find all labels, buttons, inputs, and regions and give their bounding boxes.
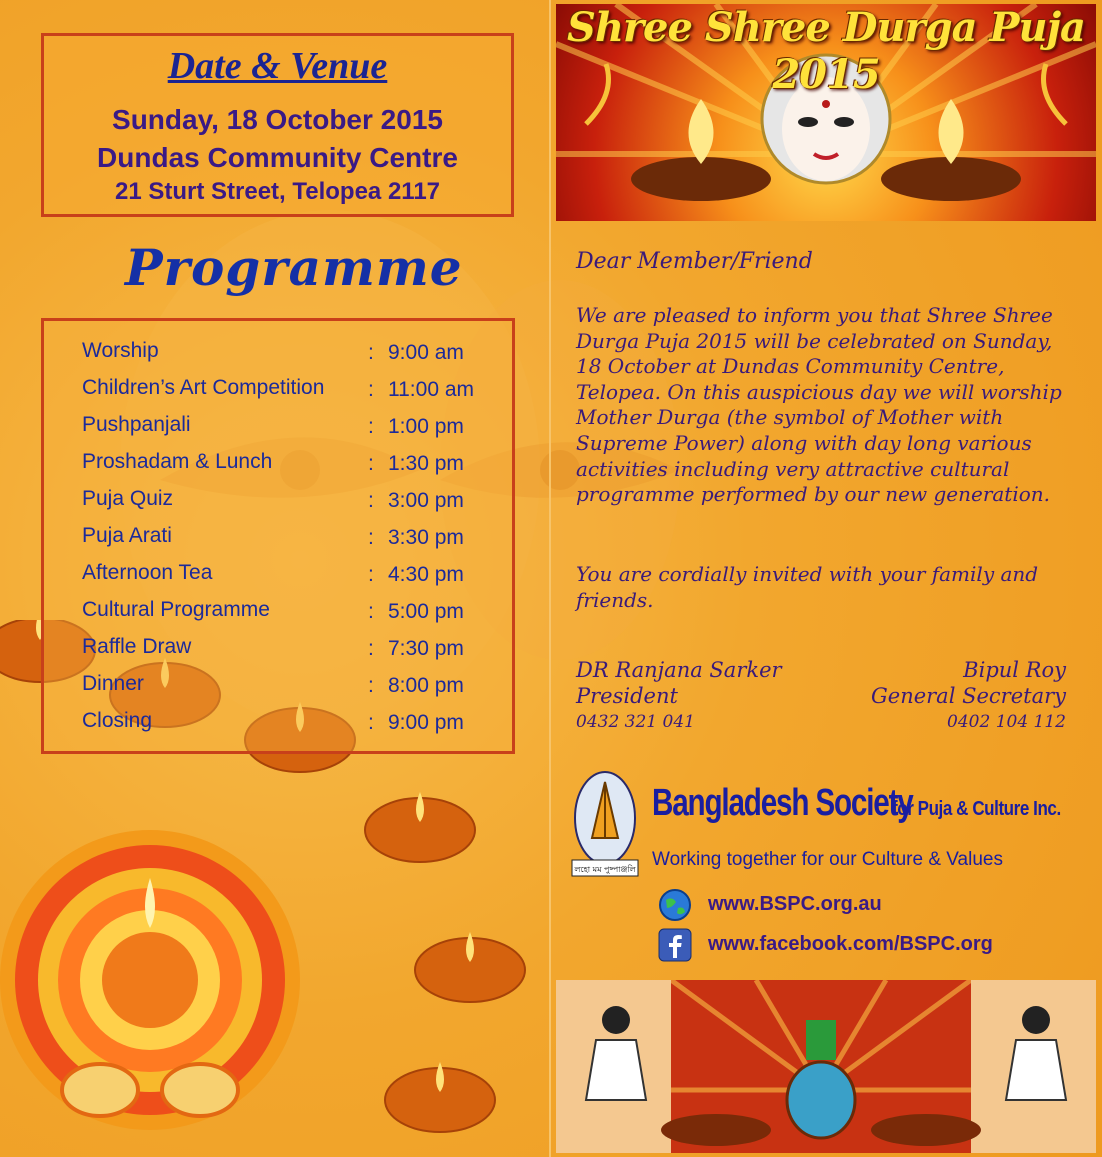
venue-title: Date & Venue bbox=[167, 45, 388, 87]
programme-schedule bbox=[41, 318, 515, 754]
schedule-item-name: Raffle Draw bbox=[82, 635, 192, 658]
schedule-row bbox=[82, 339, 502, 369]
schedule-item-name: Cultural Programme bbox=[82, 598, 270, 621]
banner-title: Shree Shree Durga Puja 2015 bbox=[567, 4, 1085, 98]
organisation-tagline: Working together for our Culture & Values bbox=[652, 849, 1003, 870]
schedule-row bbox=[82, 709, 502, 739]
schedule-item-time: 7:30 pm bbox=[388, 637, 464, 660]
secretary-signature bbox=[826, 657, 1066, 735]
letter-body: We are pleased to inform you that Shree Shree Durga Puja 2015 will be celebrated on Sunday, 18 October at Dundas Community Centre, Telopea. On this auspicious day we will worship Mother Durga (the symbol of Mother with Supreme Power) along with day long various activities including very attractive cultural programme performed by our new generation. bbox=[576, 303, 1062, 507]
schedule-item-time: 3:30 pm bbox=[388, 526, 464, 549]
schedule-item-name: Pushpanjali bbox=[82, 413, 191, 436]
schedule-colon: : bbox=[368, 711, 374, 734]
letter-greeting: Dear Member/Friend bbox=[576, 249, 813, 274]
schedule-item-name: Puja Arati bbox=[82, 524, 172, 547]
event-date: Sunday, 18 October 2015 bbox=[112, 104, 443, 135]
schedule-colon: : bbox=[368, 415, 374, 438]
globe-icon bbox=[658, 888, 692, 922]
schedule-item-name: Worship bbox=[82, 339, 159, 362]
schedule-row bbox=[82, 635, 502, 665]
schedule-colon: : bbox=[368, 378, 374, 401]
column-divider bbox=[549, 0, 551, 1157]
schedule-row bbox=[82, 376, 502, 406]
schedule-row bbox=[82, 413, 502, 443]
schedule-colon: : bbox=[368, 341, 374, 364]
schedule-item-time: 9:00 pm bbox=[388, 711, 464, 734]
schedule-colon: : bbox=[368, 452, 374, 475]
schedule-item-time: 1:30 pm bbox=[388, 452, 464, 475]
schedule-row bbox=[82, 487, 502, 517]
president-name: DR Ranjana Sarker bbox=[576, 658, 782, 682]
schedule-colon: : bbox=[368, 600, 374, 623]
schedule-item-time: 5:00 pm bbox=[388, 600, 464, 623]
durga-puja-banner bbox=[556, 4, 1096, 221]
website-url[interactable]: www.BSPC.org.au bbox=[708, 893, 882, 915]
schedule-item-name: Dinner bbox=[82, 672, 144, 695]
schedule-row bbox=[82, 598, 502, 628]
schedule-item-time: 9:00 am bbox=[388, 341, 464, 364]
president-phone: 0432 321 041 bbox=[576, 712, 695, 732]
organisation-name bbox=[652, 782, 1061, 825]
secretary-name: Bipul Roy bbox=[963, 658, 1066, 682]
schedule-item-time: 1:00 pm bbox=[388, 415, 464, 438]
organisation-name-main: Bangladesh Society bbox=[652, 782, 913, 824]
logo-caption: লহো মম পুষ্পাঞ্জলি bbox=[574, 865, 636, 874]
schedule-item-time: 11:00 am bbox=[388, 378, 474, 401]
date-venue-box bbox=[41, 33, 514, 217]
letter-invitation: You are cordially invited with your family and friends. bbox=[576, 562, 1039, 612]
secretary-phone: 0402 104 112 bbox=[947, 712, 1066, 732]
facebook-icon bbox=[658, 928, 692, 962]
schedule-item-time: 3:00 pm bbox=[388, 489, 464, 512]
schedule-item-name: Afternoon Tea bbox=[82, 561, 213, 584]
venue-address: 21 Sturt Street, Telopea 2117 bbox=[114, 178, 441, 205]
schedule-item-time: 8:00 pm bbox=[388, 674, 464, 697]
schedule-colon: : bbox=[368, 489, 374, 512]
schedule-colon: : bbox=[368, 637, 374, 660]
secretary-role: General Secretary bbox=[870, 684, 1066, 708]
schedule-item-time: 4:30 pm bbox=[388, 563, 464, 586]
schedule-row bbox=[82, 561, 502, 591]
president-role: President bbox=[576, 684, 678, 708]
schedule-colon: : bbox=[368, 526, 374, 549]
schedule-row bbox=[82, 672, 502, 702]
programme-heading: Programme bbox=[125, 238, 463, 297]
schedule-item-name: Proshadam & Lunch bbox=[82, 450, 273, 473]
schedule-item-name: Children’s Art Competition bbox=[82, 376, 325, 399]
schedule-item-name: Closing bbox=[82, 709, 153, 732]
schedule-colon: : bbox=[368, 563, 374, 586]
schedule-colon: : bbox=[368, 674, 374, 697]
bottom-dhak-dancers-strip bbox=[556, 980, 1096, 1153]
organisation-name-suffix: for Puja & Culture Inc. bbox=[892, 798, 1061, 820]
dhak-dancers-illustration bbox=[556, 980, 1096, 1153]
president-signature bbox=[576, 657, 782, 735]
schedule-row bbox=[82, 524, 502, 554]
facebook-url[interactable]: www.facebook.com/BSPC.org bbox=[708, 933, 993, 955]
schedule-row bbox=[82, 450, 502, 480]
venue-name: Dundas Community Centre bbox=[97, 142, 458, 173]
schedule-item-name: Puja Quiz bbox=[82, 487, 174, 510]
